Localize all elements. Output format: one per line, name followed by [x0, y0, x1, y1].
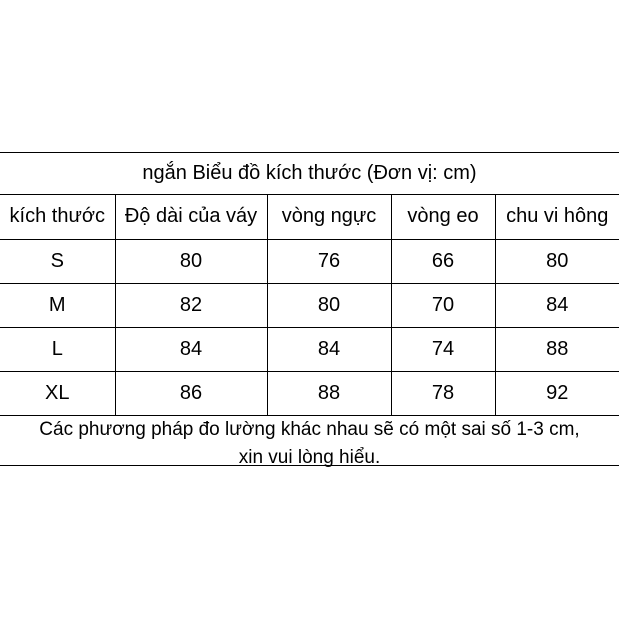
header-bust: vòng ngực — [267, 195, 391, 239]
table-cell: S — [0, 239, 115, 283]
table-row — [0, 327, 619, 371]
note-line-2: xin vui lòng hiểu. — [238, 446, 381, 468]
table-cell: M — [0, 283, 115, 327]
table-cell: 88 — [267, 371, 391, 415]
table-cell: 80 — [115, 239, 267, 283]
header-hip: chu vi hông — [495, 195, 619, 239]
header-size: kích thước — [0, 195, 115, 239]
table-cell: 80 — [495, 239, 619, 283]
note-line-1: Các phương pháp đo lường khác nhau sẽ có một sai số 1-3 cm, — [39, 418, 580, 440]
size-table — [0, 195, 619, 416]
table-cell: 84 — [115, 327, 267, 371]
table-cell: 82 — [115, 283, 267, 327]
table-cell: 74 — [391, 327, 495, 371]
table-cell: 92 — [495, 371, 619, 415]
table-row — [0, 239, 619, 283]
header-waist: vòng eo — [391, 195, 495, 239]
chart-title: ngắn Biểu đồ kích thước (Đơn vị: cm) — [0, 153, 619, 195]
table-cell: 86 — [115, 371, 267, 415]
table-cell: 70 — [391, 283, 495, 327]
table-header-row — [0, 195, 619, 239]
table-cell: 84 — [267, 327, 391, 371]
table-row — [0, 283, 619, 327]
table-cell: 78 — [391, 371, 495, 415]
table-cell: L — [0, 327, 115, 371]
header-dress-length: Độ dài của váy — [115, 195, 267, 239]
measurement-note — [0, 416, 619, 472]
table-cell: 88 — [495, 327, 619, 371]
table-cell: XL — [0, 371, 115, 415]
table-cell: 80 — [267, 283, 391, 327]
table-cell: 76 — [267, 239, 391, 283]
table-cell: 84 — [495, 283, 619, 327]
table-row — [0, 371, 619, 415]
size-chart — [0, 152, 619, 466]
table-cell: 66 — [391, 239, 495, 283]
